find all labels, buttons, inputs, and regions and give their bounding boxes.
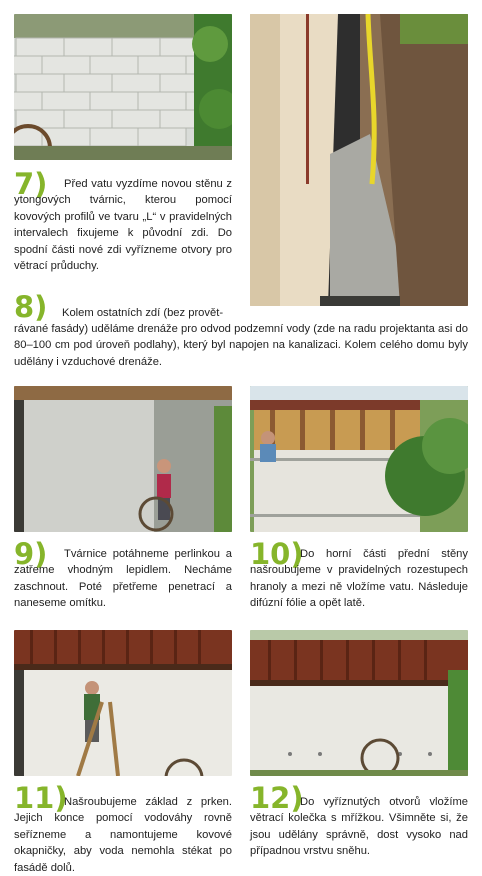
photo-step-9-plastering (14, 386, 232, 532)
step-11-number: 11) (14, 781, 68, 815)
photo-step-7-ytong-wall (14, 14, 232, 160)
step-11-text: Našroubujeme základ z prken. Jejich konce pomocí vodováhy rovně seřízneme a namontujeme kovové okapničky, aby voda nemohla stékat po fasádě dolů. (14, 796, 232, 874)
step-7-text: Před vatu vyzdíme novou stěnu z ytongových tvárnic, kterou pomocí kovových profilů ve tvaru „L“ v pravidelných intervalech fixujeme k původní zdi. Do spodní části nové zdi vyřízneme otvory pro větrací průduchy. (14, 178, 232, 273)
photo-step-10-battens (250, 386, 468, 532)
step-10-text: Do horní části přední stěny našroubujeme v pravidelných rozestupech hranoly a mezi ně vložíme vatu. Následuje difúzní fólie a opět latě. (250, 548, 468, 610)
step-9-number: 9) (14, 537, 48, 571)
photo-step-11-wood-base (14, 630, 232, 776)
step-8-text: rávané fasády) uděláme drenáže pro odvod podzemní vody (zde na radu projektanta asi do 80–100 cm pod úroveň podlahy), který byl napojen na kanalizaci. Kolem celého domu byly udělány i vzduchové drenáže. (14, 323, 468, 368)
photo-step-8-drainage (250, 14, 468, 306)
step-9-text: Tvárnice potáhneme perlinkou a zatřeme vhodným lepidlem. Necháme zaschnout. Poté přetřeme penetrací a naneseme omítku. (14, 548, 232, 610)
step-12-text: Do vyříznutých otvorů vložíme větrací kolečka s mřížkou. Všimněte si, že jsou udělány správně, dost vysoko nad případnou vrstvu sněhu. (250, 796, 468, 858)
photo-step-12-vents (250, 630, 468, 776)
step-10-number: 10) (250, 537, 304, 571)
step-7-number: 7) (14, 167, 48, 201)
step-12-number: 12) (250, 781, 304, 815)
step-8-text-first-line: Kolem ostatních zdí (bez provět- (62, 307, 224, 319)
step-8-number: 8) (14, 290, 48, 324)
